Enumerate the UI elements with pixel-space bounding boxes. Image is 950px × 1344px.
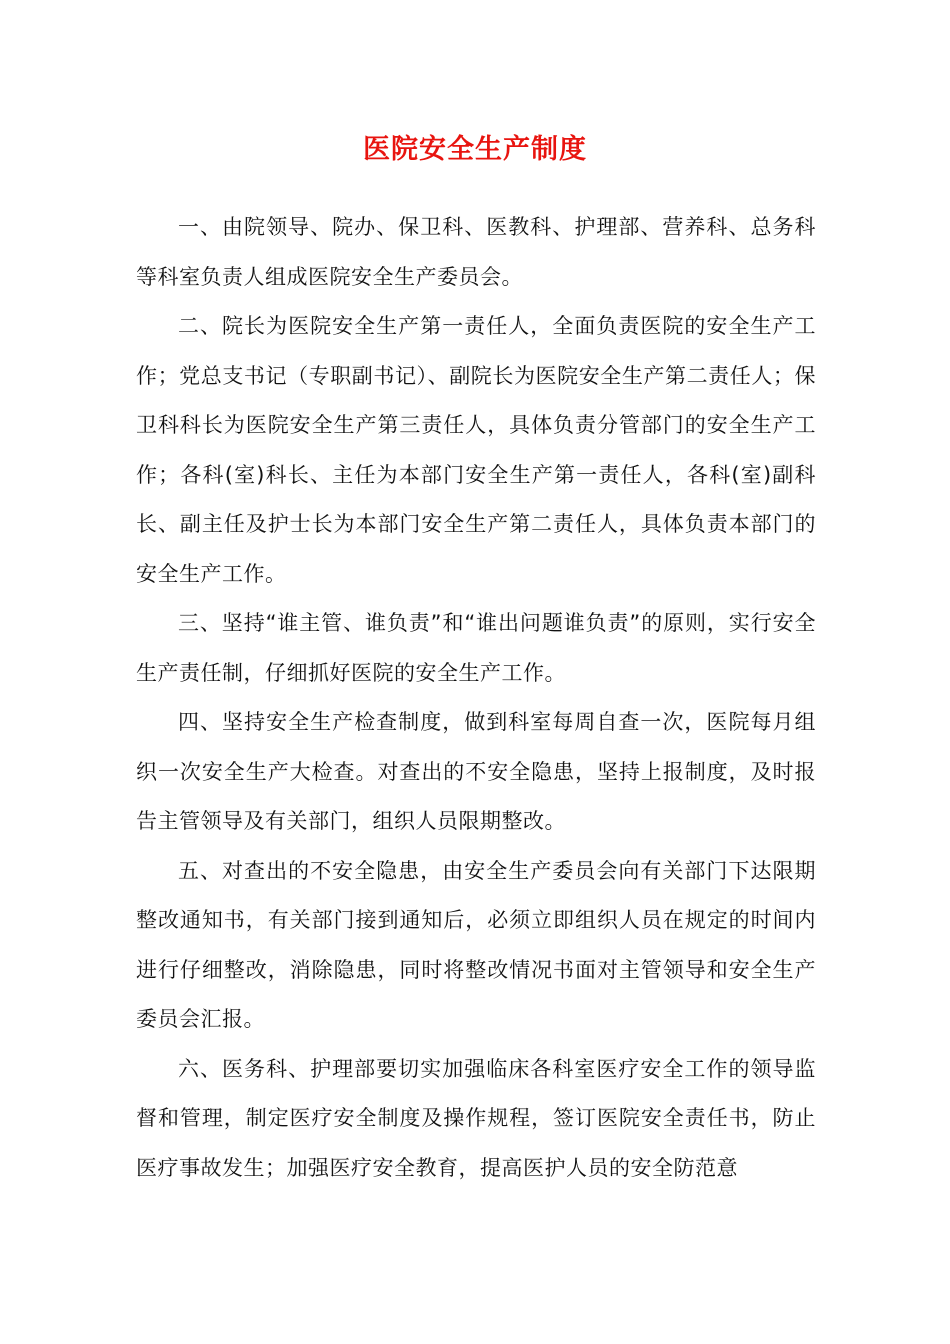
document-body — [136, 203, 816, 1193]
paragraph-3: 三、坚持“谁主管、谁负责”和“谁出问题谁负责”的原则，实行安全生产责任制，仔细抓好医院的安全生产工作。 — [136, 611, 816, 685]
paragraph-2: 二、院长为医院安全生产第一责任人，全面负责医院的安全生产工作；党总支书记（专职副书记）、副院长为医院安全生产第二责任人；保卫科科长为医院安全生产第三责任人，具体负责分管部门的安全生产工作；各科(室)科长、主任为本部门安全生产第一责任人，各科(室)副科长、副主任及护士长为本部门安全生产第二责任人，具体负责本部门的安全生产工作。 — [136, 314, 816, 586]
paragraph-4: 四、坚持安全生产检查制度，做到科室每周自查一次，医院每月组织一次安全生产大检查。对查出的不安全隐患，坚持上报制度，及时报告主管领导及有关部门，组织人员限期整改。 — [136, 710, 816, 833]
paragraph-1: 一、由院领导、院办、保卫科、医教科、护理部、营养科、总务科等科室负责人组成医院安全生产委员会。 — [136, 215, 816, 289]
paragraph-5: 五、对查出的不安全隐患，由安全生产委员会向有关部门下达限期整改通知书，有关部门接到通知后，必须立即组织人员在规定的时间内进行仔细整改，消除隐患，同时将整改情况书面对主管领导和安全生产委员会汇报。 — [136, 858, 816, 1031]
document-title: 医院安全生产制度 — [363, 134, 587, 165]
paragraph-6: 六、医务科、护理部要切实加强临床各科室医疗安全工作的领导监督和管理，制定医疗安全制度及操作规程，签订医院安全责任书，防止医疗事故发生；加强医疗安全教育，提高医护人员的安全防范意 — [136, 1056, 816, 1180]
